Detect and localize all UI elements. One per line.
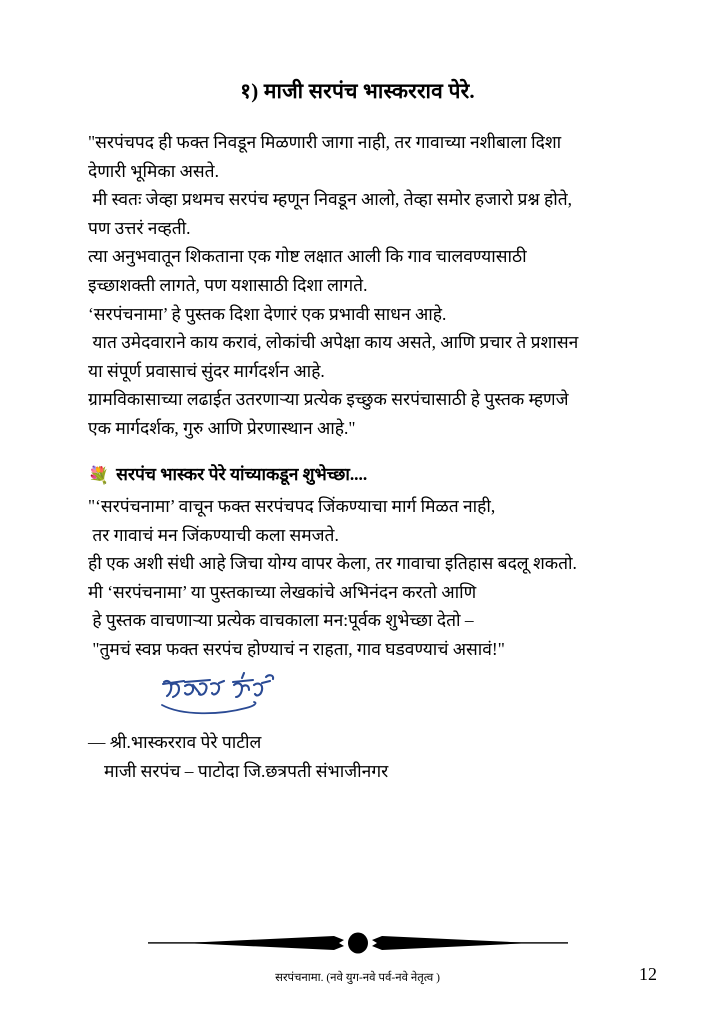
text-line: ही एक अशी संधी आहे जिचा योग्य वापर केला, तर गावाचा इतिहास बदलू शकतो.: [88, 553, 577, 574]
footer-caption: सरपंचनामा. (नवे युग-नवे पर्व-नवे नेतृत्व ): [275, 972, 440, 984]
text-line: तर गावाचं मन जिंकण्याची कला समजते.: [88, 524, 339, 545]
text-line: "सरपंचपद ही फक्त निवडून मिळणारी जागा नाही, तर गावाच्या नशीबाला दिशा: [88, 132, 562, 152]
greeting-heading-label: सरपंच भास्कर पेरे यांच्याकडून शुभेच्छा....: [116, 464, 368, 484]
text-line: पण उत्तरं नव्हती.: [88, 217, 191, 238]
text-line: एक मार्गदर्शक, गुरु आणि प्रेरणास्थान आहे.": [88, 417, 356, 438]
ornament-divider-icon: [148, 928, 568, 958]
footer-ornament: [0, 928, 715, 968]
page-title: १) माजी सरपंच भास्करराव पेरे.: [240, 79, 475, 103]
text-line: "‘सरपंचनामा’ वाचून फक्त सरपंचपद जिंकण्याचा मार्ग मिळत नाही,: [88, 496, 496, 516]
testimonial-quote-block-2: [88, 492, 636, 664]
greeting-heading: [88, 460, 636, 488]
text-line: "तुमचं स्वप्न फक्त सरपंच होण्याचं न राहता, गाव घडवण्याचं असावं!": [88, 638, 505, 659]
text-line: त्या अनुभवातून शिकताना एक गोष्ट लक्षात आली कि गाव चालवण्यासाठी: [88, 246, 527, 267]
signature: [158, 672, 288, 718]
page-number: 12: [639, 964, 657, 984]
attribution-block: [88, 728, 636, 785]
attribution-name: — श्री.भास्करराव पेरे पाटील: [88, 732, 262, 752]
text-line: ग्रामविकासाच्या लढाईत उतरणाऱ्या प्रत्येक इच्छुक सरपंचासाठी हे पुस्तक म्हणजे: [88, 389, 569, 410]
text-line: ‘सरपंचनामा’ हे पुस्तक दिशा देणारं एक प्रभावी साधन आहे.: [88, 303, 447, 324]
text-line: या संपूर्ण प्रवासाचं सुंदर मार्गदर्शन आहे.: [88, 360, 325, 381]
attribution-role: माजी सरपंच – पाटोदा जि.छत्रपती संभाजीनगर: [104, 760, 389, 781]
text-line: हे पुस्तक वाचणाऱ्या प्रत्येक वाचकाला मन:पूर्वक शुभेच्छा देतो –: [88, 610, 474, 631]
testimonial-quote-block-1: [88, 128, 636, 443]
bouquet-icon: 💐: [88, 466, 110, 485]
text-line: देणारी भूमिका असते.: [88, 160, 219, 181]
text-line: इच्छाशक्ती लागते, पण यशासाठी दिशा लागते.: [88, 274, 368, 295]
text-line: मी ‘सरपंचनामा’ या पुस्तकाच्या लेखकांचे अभिनंदन करतो आणि: [88, 581, 477, 602]
text-line: यात उमेदवाराने काय करावं, लोकांची अपेक्षा काय असते, आणि प्रचार ते प्रशासन: [88, 332, 579, 353]
signature-ink-strokes: [158, 672, 288, 718]
text-line: मी स्वतः जेव्हा प्रथमच सरपंच म्हणून निवडून आलो, तेव्हा समोर हजारो प्रश्न होते,: [88, 189, 572, 210]
